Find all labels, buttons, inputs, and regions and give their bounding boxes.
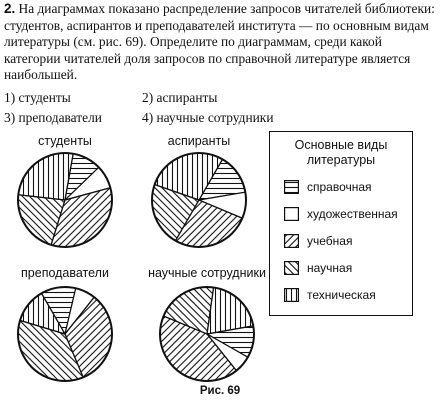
legend-item-reference	[284, 179, 372, 195]
legend	[269, 131, 413, 316]
legend-item-technical	[284, 287, 376, 303]
pie-title: преподаватели	[21, 266, 109, 280]
figure-caption: Рис. 69	[199, 385, 241, 397]
problem-body: На диаграммах показано распределение запросов читателей библиотеки: студентов, аспирантов и преподавателей института — по основным видам литературы (см. рис. 69). Определите по диаграммам, среди какой категории читателей доля запросов по справочной литературе является наибольшей.	[4, 1, 435, 83]
pie-title: аспиранты	[167, 134, 231, 148]
legend-item-educational	[284, 233, 352, 249]
legend-title-line-1: Основные виды	[294, 138, 388, 152]
pie-slice	[18, 153, 73, 200]
pie-slice	[207, 287, 253, 334]
horizontal-hatch-swatch-icon	[284, 180, 299, 194]
legend-label: техническая	[307, 288, 376, 302]
option-2[interactable]: 2) аспиранты	[142, 90, 218, 105]
legend-title	[270, 138, 412, 168]
option-3[interactable]: 3) преподаватели	[4, 110, 102, 125]
pie-chart	[16, 151, 114, 249]
vertical-hatch-swatch-icon	[284, 288, 299, 302]
legend-item-fiction	[284, 206, 398, 222]
pie-title: научные сотрудники	[148, 266, 266, 280]
left-diagonal-hatch-swatch-icon	[284, 261, 299, 275]
pie-chart	[150, 151, 248, 249]
legend-title-line-2: литературы	[306, 153, 376, 167]
pie-chart	[158, 285, 256, 383]
right-diagonal-hatch-swatch-icon	[284, 234, 299, 248]
problem-number: 2.	[4, 1, 16, 16]
pie-chart	[16, 285, 114, 383]
legend-label: художественная	[307, 207, 398, 221]
problem-text	[4, 1, 438, 84]
option-1[interactable]: 1) студенты	[4, 90, 71, 105]
legend-label: справочная	[307, 180, 372, 194]
legend-item-scientific	[284, 260, 352, 276]
legend-label: учебная	[307, 234, 353, 248]
pie-title: студенты	[38, 134, 92, 148]
blank-swatch-icon	[284, 207, 299, 221]
legend-label: научная	[307, 261, 353, 275]
option-4[interactable]: 4) научные сотрудники	[142, 110, 274, 125]
